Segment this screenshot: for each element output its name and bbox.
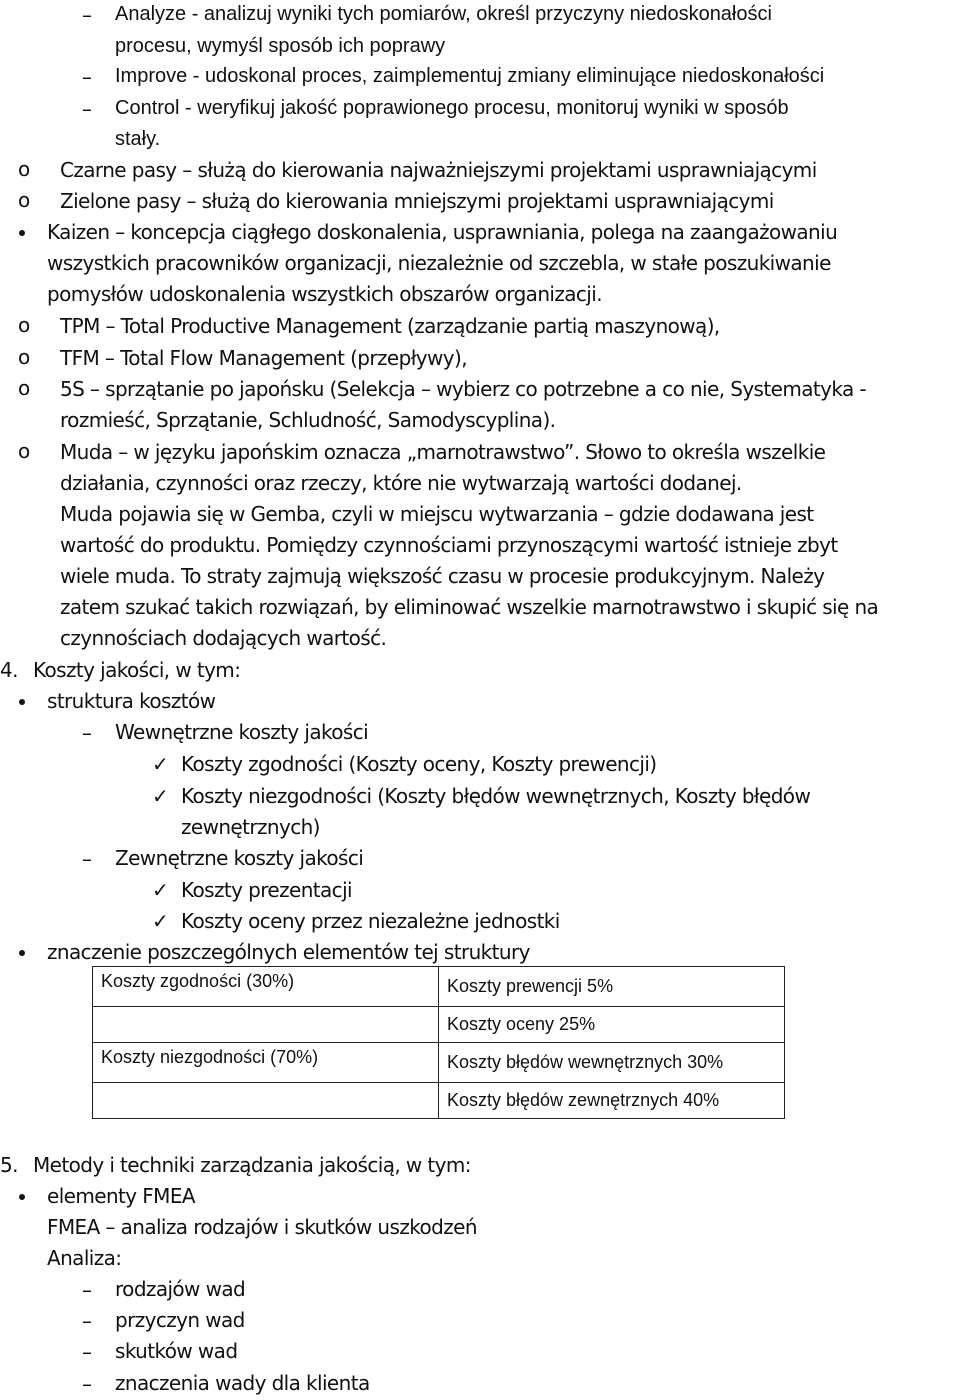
check-icon: ✓ — [152, 878, 169, 902]
kaizen-line-1: Kaizen – koncepcja ciągłego doskonalenia, usprawniania, polega na zaangażowaniu — [47, 220, 838, 244]
circle-marker: o — [18, 376, 31, 400]
section-4-title: Koszty jakości, w tym: — [33, 658, 241, 682]
circle-marker: o — [18, 188, 31, 212]
analysis-item-customer-significance: znaczenia wady dla klienta — [115, 1371, 370, 1395]
muda-line-6: zatem szukać takich rozwiązań, by eliminować wszelkie marnotrawstwo i skupić się na — [60, 595, 879, 619]
analysis-label: Analiza: — [47, 1246, 122, 1270]
list-item-tpm: TPM – Total Productive Management (zarządzanie partią maszynową), — [60, 314, 720, 338]
dash-marker: – — [82, 1340, 92, 1364]
bullet-dot — [19, 699, 25, 705]
fmea-definition: FMEA – analiza rodzajów i skutków uszkodzeń — [47, 1215, 477, 1239]
table-row — [93, 1043, 785, 1083]
external-costs-heading: Zewnętrzne koszty jakości — [115, 846, 364, 870]
muda-line-7: czynnościach dodających wartość. — [60, 626, 387, 650]
list-item-control: Control - weryfikuj jakość poprawionego procesu, monitoruj wyniki w sposób — [115, 97, 789, 119]
section-5-title: Metody i techniki zarządzania jakością, w tym: — [33, 1153, 471, 1177]
section-5-number: 5. — [0, 1153, 18, 1177]
kaizen-line-2: wszystkich pracowników organizacji, niezależnie od szczebla, w stałe poszukiwanie — [47, 251, 831, 275]
table-row — [93, 1083, 785, 1119]
list-item-control-cont: stały. — [115, 128, 161, 150]
check-item-presentation: Koszty prezentacji — [181, 878, 352, 902]
check-icon: ✓ — [152, 784, 169, 808]
table-cell: Koszty prewencji 5% — [439, 967, 785, 1007]
table-cell: Koszty zgodności (30%) — [93, 967, 439, 1007]
dash-marker: – — [82, 721, 92, 745]
analysis-item-defect-effects: skutków wad — [115, 1339, 238, 1363]
table-cell — [93, 1007, 439, 1043]
analysis-item-defect-causes: przyczyn wad — [115, 1308, 245, 1332]
dash-marker: – — [82, 3, 92, 27]
table-cell: Koszty oceny 25% — [439, 1007, 785, 1043]
check-item-compliance: Koszty zgodności (Koszty oceny, Koszty prewencji) — [181, 752, 657, 776]
dash-marker: – — [82, 97, 92, 121]
dash-marker: – — [82, 1372, 92, 1396]
table-row — [93, 967, 785, 1007]
cost-structure-table — [92, 966, 785, 1119]
table-cell: Koszty błędów zewnętrznych 40% — [439, 1083, 785, 1119]
cost-structure-heading: struktura kosztów — [47, 689, 216, 713]
muda-line-3: Muda pojawia się w Gemba, czyli w miejscu wytwarzania – gdzie dodawana jest — [60, 502, 814, 526]
list-item-5s-cont: rozmieść, Sprzątanie, Schludność, Samodyscyplina). — [60, 408, 556, 432]
internal-costs-heading: Wewnętrzne koszty jakości — [115, 720, 369, 744]
kaizen-line-3: pomysłów udoskonalenia wszystkich obszarów organizacji. — [47, 282, 602, 306]
circle-marker: o — [18, 439, 31, 463]
section-4-number: 4. — [0, 658, 18, 682]
table-cell: Koszty błędów wewnętrznych 30% — [439, 1043, 785, 1083]
circle-marker: o — [18, 313, 31, 337]
muda-line-5: wiele muda. To straty zajmują większość czasu w procesie produkcyjnym. Należy — [60, 564, 825, 588]
circle-marker: o — [18, 345, 31, 369]
check-item-noncompliance: Koszty niezgodności (Koszty błędów wewnętrznych, Koszty błędów — [181, 784, 811, 808]
list-item-analyze-cont: procesu, wymyśl sposób ich poprawy — [115, 35, 446, 57]
table-cell: Koszty niezgodności (70%) — [93, 1043, 439, 1083]
analysis-item-defect-types: rodzajów wad — [115, 1277, 246, 1301]
list-item-muda: Muda – w języku japońskim oznacza „marnotrawstwo”. Słowo to określa wszelkie — [60, 440, 826, 464]
check-icon: ✓ — [152, 752, 169, 776]
dash-marker: – — [82, 65, 92, 89]
list-item-improve: Improve - udoskonal proces, zaimplementuj zmiany eliminujące niedoskonałości — [115, 65, 825, 87]
check-item-noncompliance-cont: zewnętrznych) — [181, 815, 320, 839]
dash-marker: – — [82, 847, 92, 871]
check-item-independent-assessment: Koszty oceny przez niezależne jednostki — [181, 909, 560, 933]
list-item-black-belts: Czarne pasy – służą do kierowania najważniejszymi projektami usprawniającymi — [60, 158, 817, 182]
dash-marker: – — [82, 1278, 92, 1302]
list-item-analyze: Analyze - analizuj wyniki tych pomiarów, określ przyczyny niedoskonałości — [115, 3, 772, 25]
list-item-5s: 5S – sprzątanie po japońsku (Selekcja – wybierz co potrzebne a co nie, Systematyka - — [60, 377, 866, 401]
table-row — [93, 1007, 785, 1043]
bullet-dot — [19, 1194, 25, 1200]
list-item-green-belts: Zielone pasy – służą do kierowania mniejszymi projektami usprawniającymi — [60, 189, 774, 213]
structure-significance-heading: znaczenie poszczególnych elementów tej struktury — [47, 940, 530, 964]
check-icon: ✓ — [152, 909, 169, 933]
dash-marker: – — [82, 1309, 92, 1333]
bullet-dot — [19, 230, 25, 236]
muda-line-2: działania, czynności oraz rzeczy, które nie wytwarzają wartości dodanej. — [60, 471, 742, 495]
fmea-elements-heading: elementy FMEA — [47, 1184, 195, 1208]
muda-line-4: wartość do produktu. Pomiędzy czynnościami przynoszącymi wartość istnieje zbyt — [60, 533, 838, 557]
circle-marker: o — [18, 157, 31, 181]
list-item-tfm: TFM – Total Flow Management (przepływy), — [60, 346, 467, 370]
bullet-dot — [19, 950, 25, 956]
table-cell — [93, 1083, 439, 1119]
